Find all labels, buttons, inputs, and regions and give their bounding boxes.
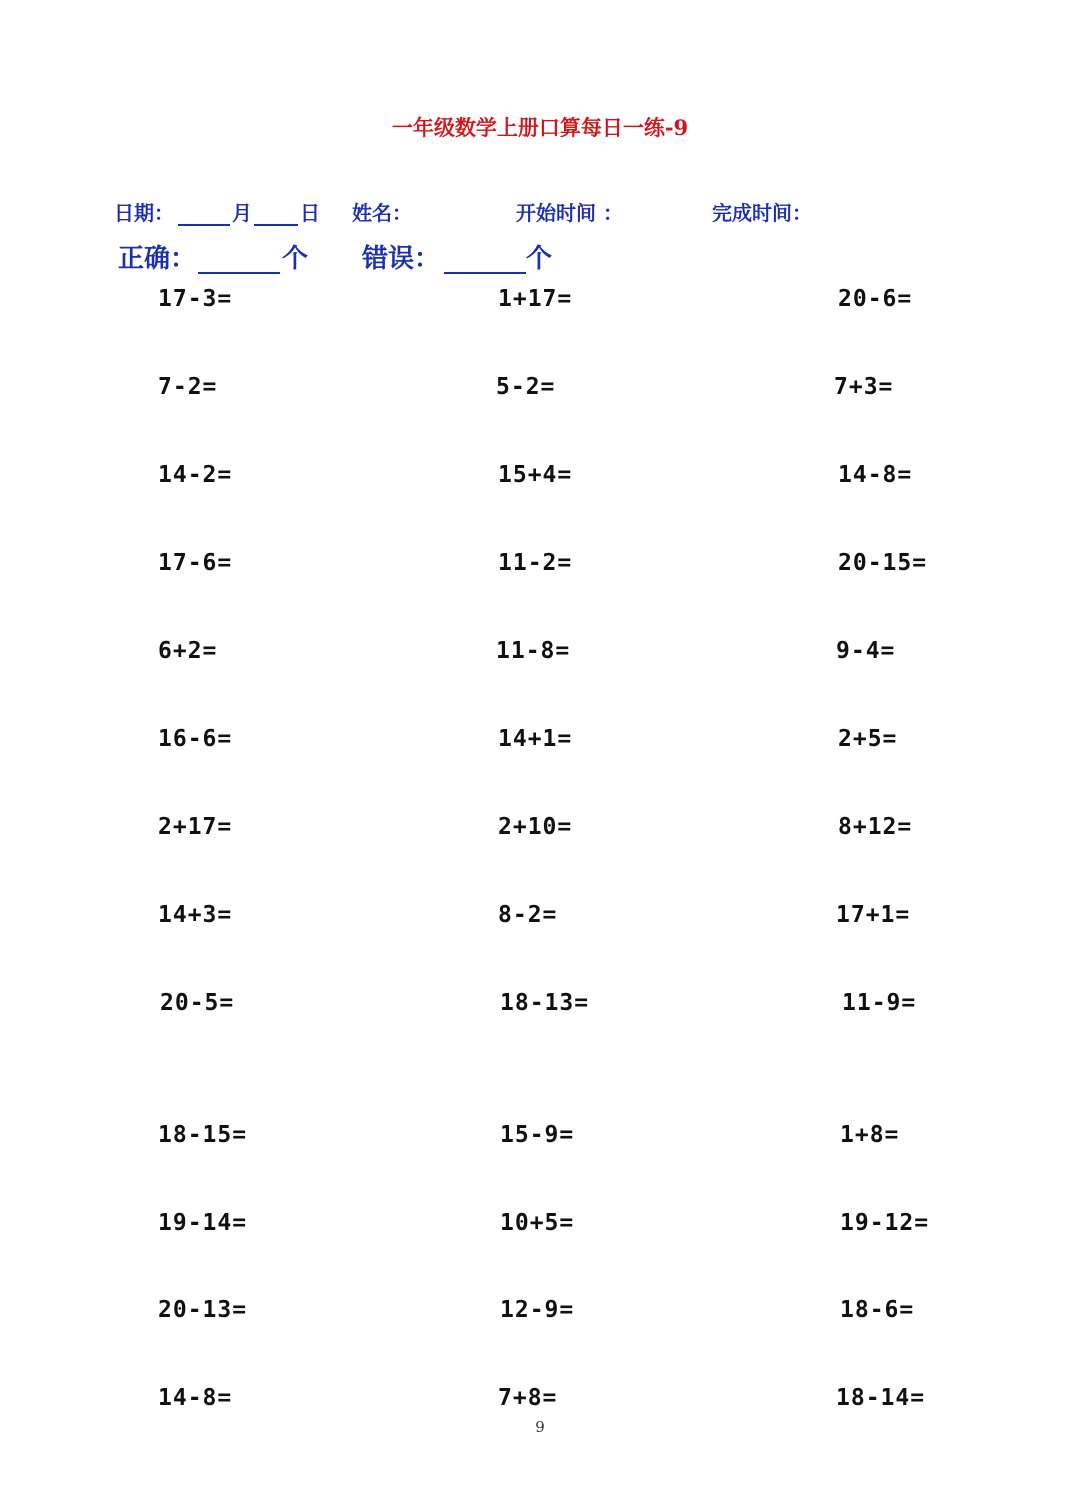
- problem: 20-13=: [158, 1297, 248, 1323]
- problem: 14-2=: [158, 462, 233, 488]
- problem: 8-2=: [498, 902, 558, 928]
- problem: 15-9=: [500, 1122, 575, 1148]
- problem: 15+4=: [498, 462, 573, 488]
- wrong-unit: 个: [526, 244, 553, 274]
- month-blank[interactable]: [178, 224, 230, 226]
- correct-blank[interactable]: [198, 272, 280, 274]
- problem: 18-15=: [158, 1122, 248, 1148]
- problem: 11-9=: [842, 990, 917, 1016]
- problem: 17-6=: [158, 550, 233, 576]
- problem: 18-6=: [840, 1297, 915, 1323]
- day-label: 日: [300, 201, 320, 225]
- problem: 1+17=: [498, 286, 573, 312]
- wrong-blank[interactable]: [444, 272, 526, 274]
- start-time-label: 开始时间 ：: [516, 201, 623, 225]
- wrong-label: 错误：: [362, 244, 441, 274]
- problem: 9-4=: [836, 638, 896, 664]
- problem: 14-8=: [158, 1385, 233, 1411]
- problem: 2+5=: [838, 726, 898, 752]
- problem: 19-12=: [840, 1210, 930, 1236]
- finish-time-label: 完成时间：: [712, 201, 812, 225]
- problem: 8+12=: [838, 814, 913, 840]
- page-title: 一年级数学上册口算每日一练-9: [391, 115, 689, 140]
- correct-unit: 个: [282, 244, 309, 274]
- problem: 16-6=: [158, 726, 233, 752]
- problem: 7+8=: [498, 1385, 558, 1411]
- problem: 12-9=: [500, 1297, 575, 1323]
- correct-label: 正确：: [118, 244, 197, 274]
- problem: 14+3=: [158, 902, 233, 928]
- problem: 18-14=: [836, 1385, 926, 1411]
- problem: 10+5=: [500, 1210, 575, 1236]
- problem: 17+1=: [836, 902, 911, 928]
- problem: 6+2=: [158, 638, 218, 664]
- problem: 20-6=: [838, 286, 913, 312]
- problem: 20-15=: [838, 550, 928, 576]
- problem: 11-8=: [496, 638, 571, 664]
- problem: 14-8=: [838, 462, 913, 488]
- page-number: 9: [535, 1418, 545, 1436]
- problem: 18-13=: [500, 990, 590, 1016]
- problem: 1+8=: [840, 1122, 900, 1148]
- problem: 19-14=: [158, 1210, 248, 1236]
- problem: 7-2=: [158, 374, 218, 400]
- problem: 2+17=: [158, 814, 233, 840]
- month-label: 月: [232, 201, 252, 225]
- problem: 11-2=: [498, 550, 573, 576]
- problem: 2+10=: [498, 814, 573, 840]
- problem: 20-5=: [160, 990, 235, 1016]
- problem: 17-3=: [158, 286, 233, 312]
- problem: 7+3=: [834, 374, 894, 400]
- problem: 5-2=: [496, 374, 556, 400]
- problem: 14+1=: [498, 726, 573, 752]
- date-label: 日期：: [114, 201, 174, 225]
- name-label: 姓名：: [352, 201, 412, 225]
- day-blank[interactable]: [254, 224, 298, 226]
